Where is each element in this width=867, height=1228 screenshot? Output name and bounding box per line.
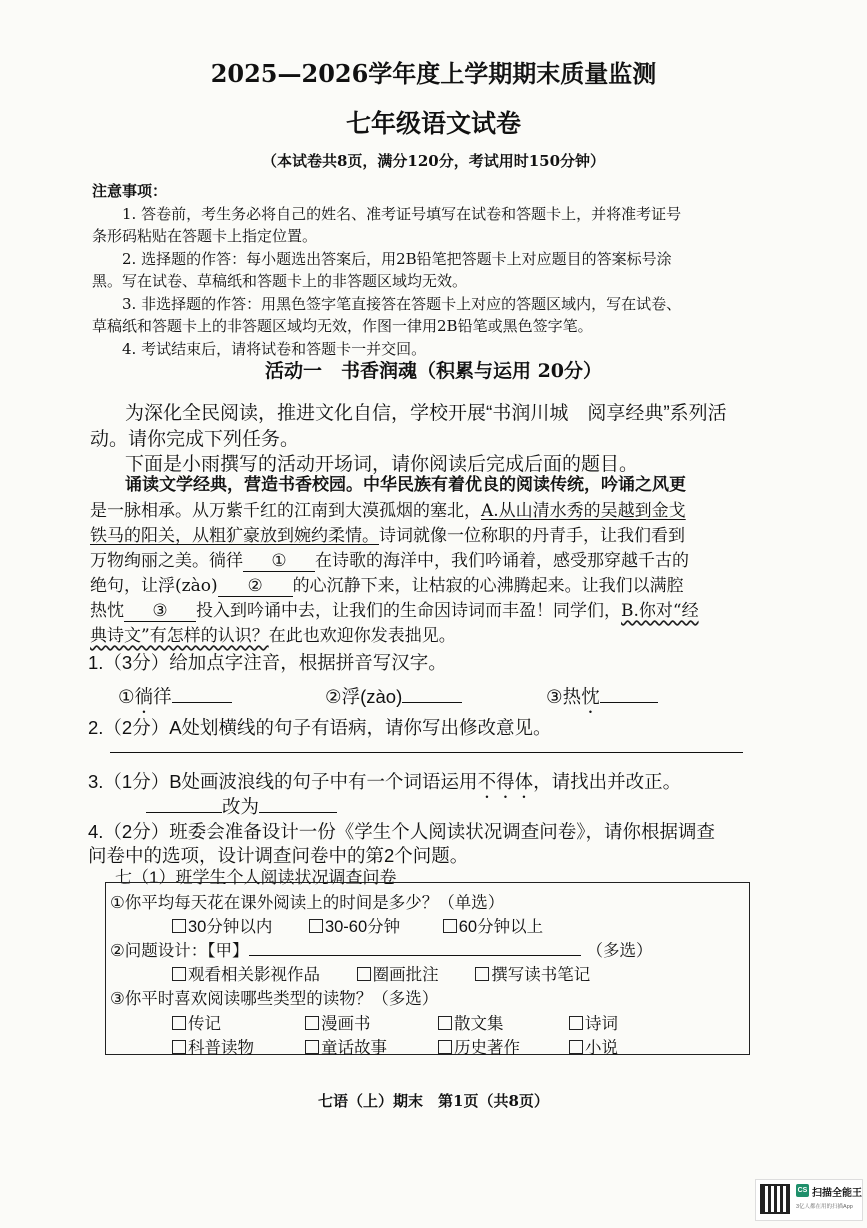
checkbox-icon[interactable] [172,967,186,981]
notes-heading: 注意事项： [92,182,168,200]
question-2-stem: 2.（2分）A处划横线的句子有语病，请你写出修改意见。 [88,717,552,738]
survey-q3-option[interactable] [569,1039,618,1057]
q1-item-c-pre: ③热 [546,686,582,707]
passage-line-6 [90,596,699,622]
passage-line-5 [90,571,684,597]
survey-q3-row-1 [172,1010,618,1034]
sentence-a-underline: 铁马的阳关，从粗犷豪放到婉约柔情。 [90,526,379,546]
scanner-watermark [755,1179,863,1221]
option-label: 散文集 [454,1015,504,1033]
sentence-b-wavy: 典诗文”有怎样的认识？ [90,626,269,646]
survey-q2-options [172,961,590,985]
note-1b: 条形码粘贴在答题卡上指定位置。 [92,227,318,245]
passage-line-3 [90,521,685,546]
checkbox-icon[interactable] [305,1040,319,1054]
checkbox-icon[interactable] [438,1040,452,1054]
checkbox-icon[interactable] [569,1016,583,1030]
passage-text: 诵读文学经典，营造书香校园。中华民族有着优良的阅读传统，吟诵之风更 [125,475,686,495]
option-label: 60分钟以上 [458,918,544,936]
checkbox-icon[interactable] [475,967,489,981]
question-3-answer [146,792,337,819]
note-2a: 2. 选择题的作答：每小题选出答案后，用2B铅笔把答题卡上对应题目的答案标号涂 [122,249,672,268]
option-label: 30-60分钟 [324,918,401,936]
checkbox-icon[interactable] [309,919,323,933]
exam-info: （本试卷共8页，满分120分，考试用时150分钟） [261,152,606,170]
option-label: 诗词 [585,1015,618,1033]
q3-stem-a: 3.（1分）B处画波浪线的句子中有一个词语运用 [88,771,478,792]
passage-line-1 [125,470,686,495]
option-label: 科普读物 [188,1039,254,1057]
sentence-a-underline: A.从山清水秀的吴越到金戈 [481,501,686,521]
q3-stem-b: ，请找出并改正。 [533,771,682,792]
option-label: 撰写读书笔记 [491,966,591,984]
survey-q3-option[interactable] [569,1015,618,1033]
question-1-answer-b [325,682,462,709]
notes-block [92,180,792,360]
q3-replace-label: 改为 [222,796,260,817]
survey-caption: 七（1）班学生个人阅读状况调查问卷 [115,868,397,887]
page-footer: 七语（上）期末 第1页（共8页） [318,1092,549,1110]
q1-item-b: ②浮(zào) [325,686,403,707]
survey-q2 [110,937,653,961]
checkbox-icon[interactable] [305,1016,319,1030]
blank-3-label: ③ [152,601,168,621]
note-2b: 黑。写在试卷、草稿纸和答题卡上的非答题区域均无效。 [92,272,468,290]
checkbox-icon[interactable] [438,1016,452,1030]
survey-q1-option[interactable] [172,918,272,936]
blank-2-label: ② [247,576,263,596]
survey-q3-option[interactable] [438,1010,569,1034]
passage-text: 热忱 [90,601,124,621]
survey-q3: ③你平时喜欢阅读哪些类型的读物？（多选） [110,990,439,1008]
note-4: 4. 考试结束后，请将试卷和答题卡一并交回。 [122,339,427,358]
q3-stem-dotted: 不得体 [477,771,534,792]
question-2-answer-line[interactable] [110,752,743,753]
q1-item-a [118,686,172,707]
survey-q2-blank[interactable] [249,937,581,956]
survey-q3-row-2 [172,1034,618,1058]
option-label: 传记 [188,1015,221,1033]
option-label: 漫画书 [321,1015,371,1033]
passage-line-4 [90,546,689,572]
q1-item-a-tail: 徉 [153,686,172,707]
q1-blank-a[interactable] [172,682,232,703]
option-label: 历史著作 [454,1039,520,1057]
option-label: 观看相关影视作品 [188,966,320,984]
exam-title: 2025—2026学年度上学期期末质量监测 [210,59,657,88]
q1-blank-b[interactable] [402,682,462,703]
passage-text: 万物绚丽之美。徜徉 [90,551,243,571]
passage-text: 在此也欢迎你发表拙见。 [268,626,456,646]
scanner-sublabel: 3亿人都在用的扫描App [796,1204,853,1210]
survey-q1-option[interactable] [309,918,400,936]
survey-q2-option[interactable] [172,966,320,984]
passage-text: 的心沉静下来，让枯寂的心沸腾起来。让我们以满腔 [292,576,684,596]
q1-item-c [546,686,600,707]
checkbox-icon[interactable] [357,967,371,981]
passage-line-7 [90,621,456,646]
intro-line-2: 动。请你完成下列任务。 [90,429,300,450]
passage-line-2 [90,496,686,521]
survey-q3-option[interactable] [172,1010,305,1034]
question-4-stem-2: 问卷中的选项，设计调查问卷中的第2个问题。 [88,845,469,866]
survey-q3-option[interactable] [438,1034,569,1058]
intro-line-1: 为深化全民阅读，推进文化自信，学校开展“书润川城 阅享经典”系列活 [125,403,727,424]
question-4-stem-1: 4.（2分）班委会准备设计一份《学生个人阅读状况调查问卷》，请你根据调查 [88,821,715,842]
survey-box [105,882,750,1055]
question-1-answers [118,682,232,717]
q1-item-c-dotted: 忱 [581,686,600,707]
survey-q2-label: ②问题设计：【甲】 [110,942,249,960]
intro-line-3: 下面是小雨撰写的活动开场词，请你阅读后完成后面的题目。 [125,454,639,475]
survey-q1-options [172,913,543,937]
checkbox-icon[interactable] [172,1016,186,1030]
blank-2[interactable] [218,576,293,597]
question-1-answer-c [546,682,658,717]
option-label: 童话故事 [321,1039,387,1057]
blank-3[interactable] [124,601,196,622]
q1-blank-c[interactable] [600,682,658,703]
survey-q3-option[interactable] [172,1034,305,1058]
section-heading: 活动一 书香润魂（积累与运用 20分） [264,360,603,382]
checkbox-icon[interactable] [443,919,457,933]
survey-q2-suffix: （多选） [586,942,653,960]
survey-q1-option[interactable] [443,918,543,936]
sentence-b-wavy: B.你对“经 [621,601,699,621]
survey-q2-option[interactable] [475,966,590,984]
survey-q3-option[interactable] [305,1010,438,1034]
scanner-logo-icon: CS [796,1184,809,1197]
exam-subtitle: 七年级语文试卷 [345,109,521,138]
note-1a: 1. 答卷前，考生务必将自己的姓名、准考证号填写在试卷和答题卡上，并将准考证号 [122,204,682,223]
note-3b: 草稿纸和答题卡上的非答题区域均无效，作图一律用2B铅笔或黑色签字笔。 [92,317,593,335]
checkbox-icon[interactable] [172,1040,186,1054]
passage-text: 诗词就像一位称职的丹青手，让我们看到 [379,526,685,546]
checkbox-icon[interactable] [172,919,186,933]
passage-text: 绝句，让浮(zào) [90,576,218,596]
qr-code-icon [760,1184,790,1214]
blank-1-label: ① [271,551,287,571]
survey-q1: ①你平均每天花在课外阅读上的时间是多少？（单选） [110,894,505,912]
passage-text: 是一脉相承。从万紫千红的江南到大漠孤烟的塞北， [90,501,481,521]
option-label: 30分钟以内 [188,918,273,936]
q3-blank-corrected[interactable] [259,792,337,813]
survey-q3-option[interactable] [305,1034,438,1058]
passage-text: 投入到吟诵中去，让我们的生命因诗词而丰盈！同学们， [196,601,621,621]
checkbox-icon[interactable] [569,1040,583,1054]
q1-item-a-dotted: 徜 [134,686,154,707]
q3-blank-original[interactable] [146,792,222,813]
q1-item-a-num: ① [118,686,135,707]
option-label: 圈画批注 [372,966,439,984]
option-label: 小说 [585,1039,618,1057]
note-3a: 3. 非选择题的作答：用黑色签字笔直接答在答题卡上对应的答题区域内，写在试卷、 [122,294,682,313]
blank-1[interactable] [243,551,315,572]
passage-text: 在诗歌的海洋中，我们吟诵着，感受那穿越千古的 [315,551,689,571]
survey-q2-option[interactable] [357,966,439,984]
question-1-stem: 1.（3分）给加点字注音，根据拼音写汉字。 [88,652,447,673]
scanner-label: 扫描全能王 [812,1188,862,1199]
